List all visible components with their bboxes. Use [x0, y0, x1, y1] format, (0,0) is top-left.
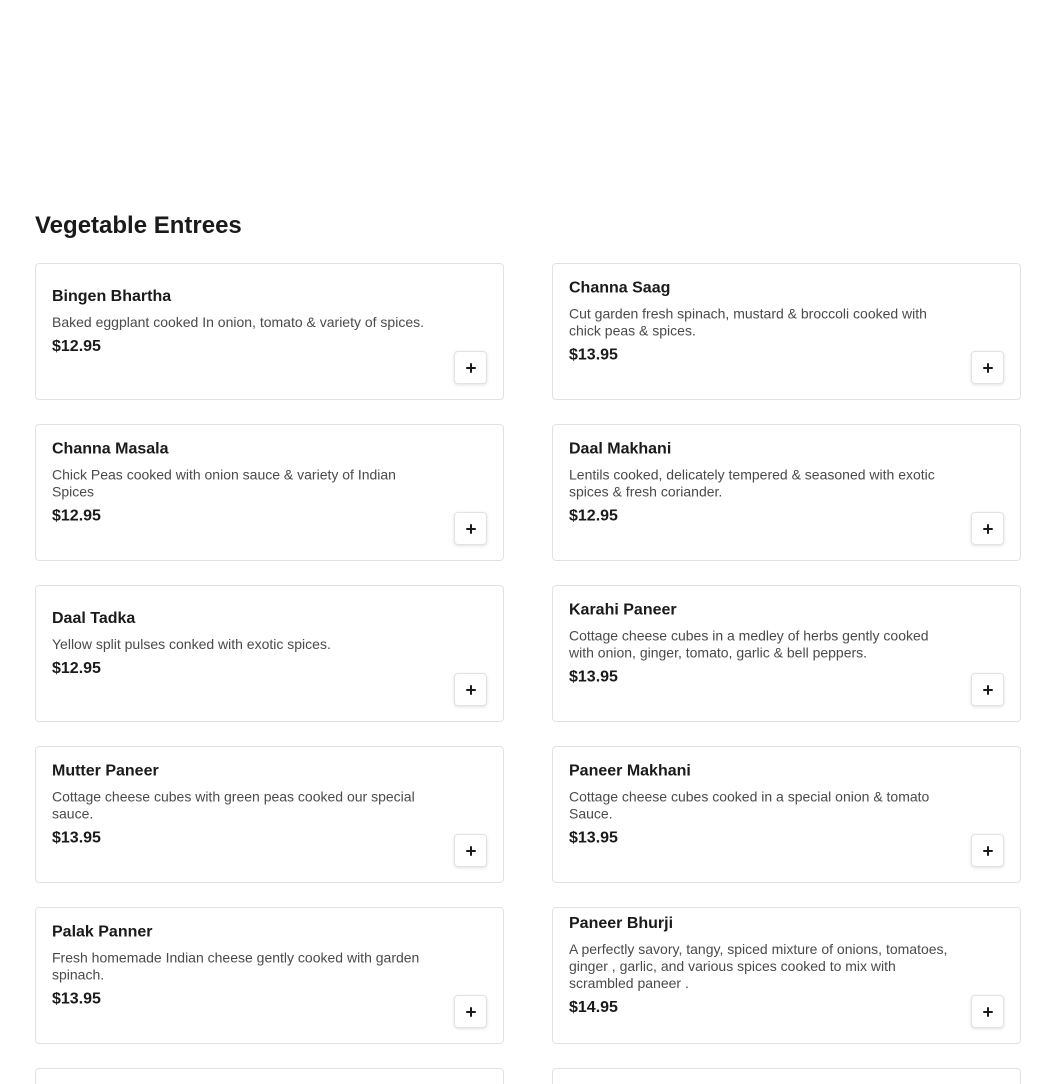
menu-item-name: Daal Tadka — [52, 609, 136, 627]
plus-icon — [983, 846, 993, 856]
menu-item-card[interactable] — [552, 424, 1021, 561]
add-to-cart-button[interactable] — [971, 512, 1004, 545]
plus-icon — [466, 685, 476, 695]
add-to-cart-button[interactable] — [454, 673, 487, 706]
menu-item-card[interactable] — [35, 263, 504, 400]
menu-items-grid — [35, 263, 1021, 1084]
add-to-cart-button[interactable] — [971, 673, 1004, 706]
plus-icon — [983, 363, 993, 373]
menu-item-content — [52, 922, 437, 1009]
add-to-cart-button[interactable] — [971, 995, 1004, 1028]
plus-icon — [466, 1007, 476, 1017]
menu-item-card[interactable] — [35, 907, 504, 1044]
menu-item-description: Cottage cheese cubes with green peas cooked our special sauce. — [52, 788, 415, 821]
menu-item-card[interactable] — [552, 746, 1021, 883]
add-to-cart-button[interactable] — [454, 512, 487, 545]
add-to-cart-button[interactable] — [971, 351, 1004, 384]
menu-item-description: Chick Peas cooked with onion sauce & variety of Indian Spices — [52, 466, 396, 499]
menu-item-price: $13.95 — [569, 346, 618, 363]
plus-icon — [466, 524, 476, 534]
menu-item-description: Baked eggplant cooked In onion, tomato & variety of spices. — [52, 313, 425, 330]
menu-item-content — [52, 609, 437, 679]
menu-item-name: Channa Masala — [52, 440, 169, 457]
menu-item-content — [569, 914, 954, 1018]
menu-item-price: $12.95 — [52, 507, 101, 524]
menu-item-content — [52, 439, 437, 526]
menu-item-card[interactable] — [552, 1068, 1021, 1084]
menu-item-content — [569, 761, 954, 848]
menu-item-price: $13.95 — [52, 829, 101, 846]
menu-item-content — [52, 287, 437, 357]
menu-item-price: $13.95 — [569, 829, 618, 846]
plus-icon — [466, 363, 476, 373]
section-title: Vegetable Entrees — [35, 212, 242, 239]
menu-item-name: Paneer Bhurji — [569, 914, 674, 932]
menu-item-description: Fresh homemade Indian cheese gently cooked with garden spinach. — [52, 949, 420, 982]
menu-item-description: Lentils cooked, delicately tempered & seasoned with exotic spices & fresh coriander. — [569, 466, 935, 499]
menu-item-description: Yellow split pulses conked with exotic spices. — [52, 635, 331, 652]
menu-item-card[interactable] — [35, 424, 504, 561]
menu-item-name: Channa Saag — [569, 279, 671, 296]
plus-icon — [983, 524, 993, 534]
menu-item-price: $12.95 — [52, 337, 101, 355]
menu-item-card[interactable] — [35, 746, 504, 883]
menu-item-price: $14.95 — [569, 998, 618, 1016]
add-to-cart-button[interactable] — [971, 834, 1004, 867]
add-to-cart-button[interactable] — [454, 995, 487, 1028]
add-to-cart-button[interactable] — [454, 834, 487, 867]
menu-item-price: $12.95 — [52, 659, 101, 677]
menu-item-description: A perfectly savory, tangy, spiced mixture of onions, tomatoes, ginger , garlic, and various spices cooked to mix with scrambled paneer . — [569, 940, 948, 991]
menu-item-content — [569, 439, 954, 526]
menu-item-name: Bingen Bhartha — [52, 287, 172, 305]
menu-item-description: Cottage cheese cubes cooked in a special onion & tomato Sauce. — [569, 788, 930, 821]
menu-item-price: $12.95 — [569, 507, 618, 524]
menu-item-price: $13.95 — [52, 990, 101, 1007]
menu-item-name: Karahi Paneer — [569, 601, 677, 618]
menu-item-price: $13.95 — [569, 668, 618, 685]
menu-item-name: Daal Makhani — [569, 440, 672, 457]
menu-item-card[interactable] — [35, 1068, 504, 1084]
plus-icon — [983, 1007, 993, 1017]
menu-item-name: Mutter Paneer — [52, 762, 159, 779]
menu-item-card[interactable] — [552, 585, 1021, 722]
menu-item-name: Palak Panner — [52, 923, 153, 940]
menu-item-content — [569, 278, 954, 365]
menu-item-content — [52, 761, 437, 848]
menu-item-card[interactable] — [552, 263, 1021, 400]
menu-item-name: Paneer Makhani — [569, 762, 691, 779]
menu-item-description: Cottage cheese cubes in a medley of herbs gently cooked with onion, ginger, tomato, garlic & bell peppers. — [569, 627, 929, 660]
plus-icon — [466, 846, 476, 856]
plus-icon — [983, 685, 993, 695]
menu-item-card[interactable] — [35, 585, 504, 722]
menu-item-card[interactable] — [552, 907, 1021, 1044]
menu-item-description: Cut garden fresh spinach, mustard & broccoli cooked with chick peas & spices. — [569, 305, 927, 338]
menu-item-content — [569, 600, 954, 687]
add-to-cart-button[interactable] — [454, 351, 487, 384]
